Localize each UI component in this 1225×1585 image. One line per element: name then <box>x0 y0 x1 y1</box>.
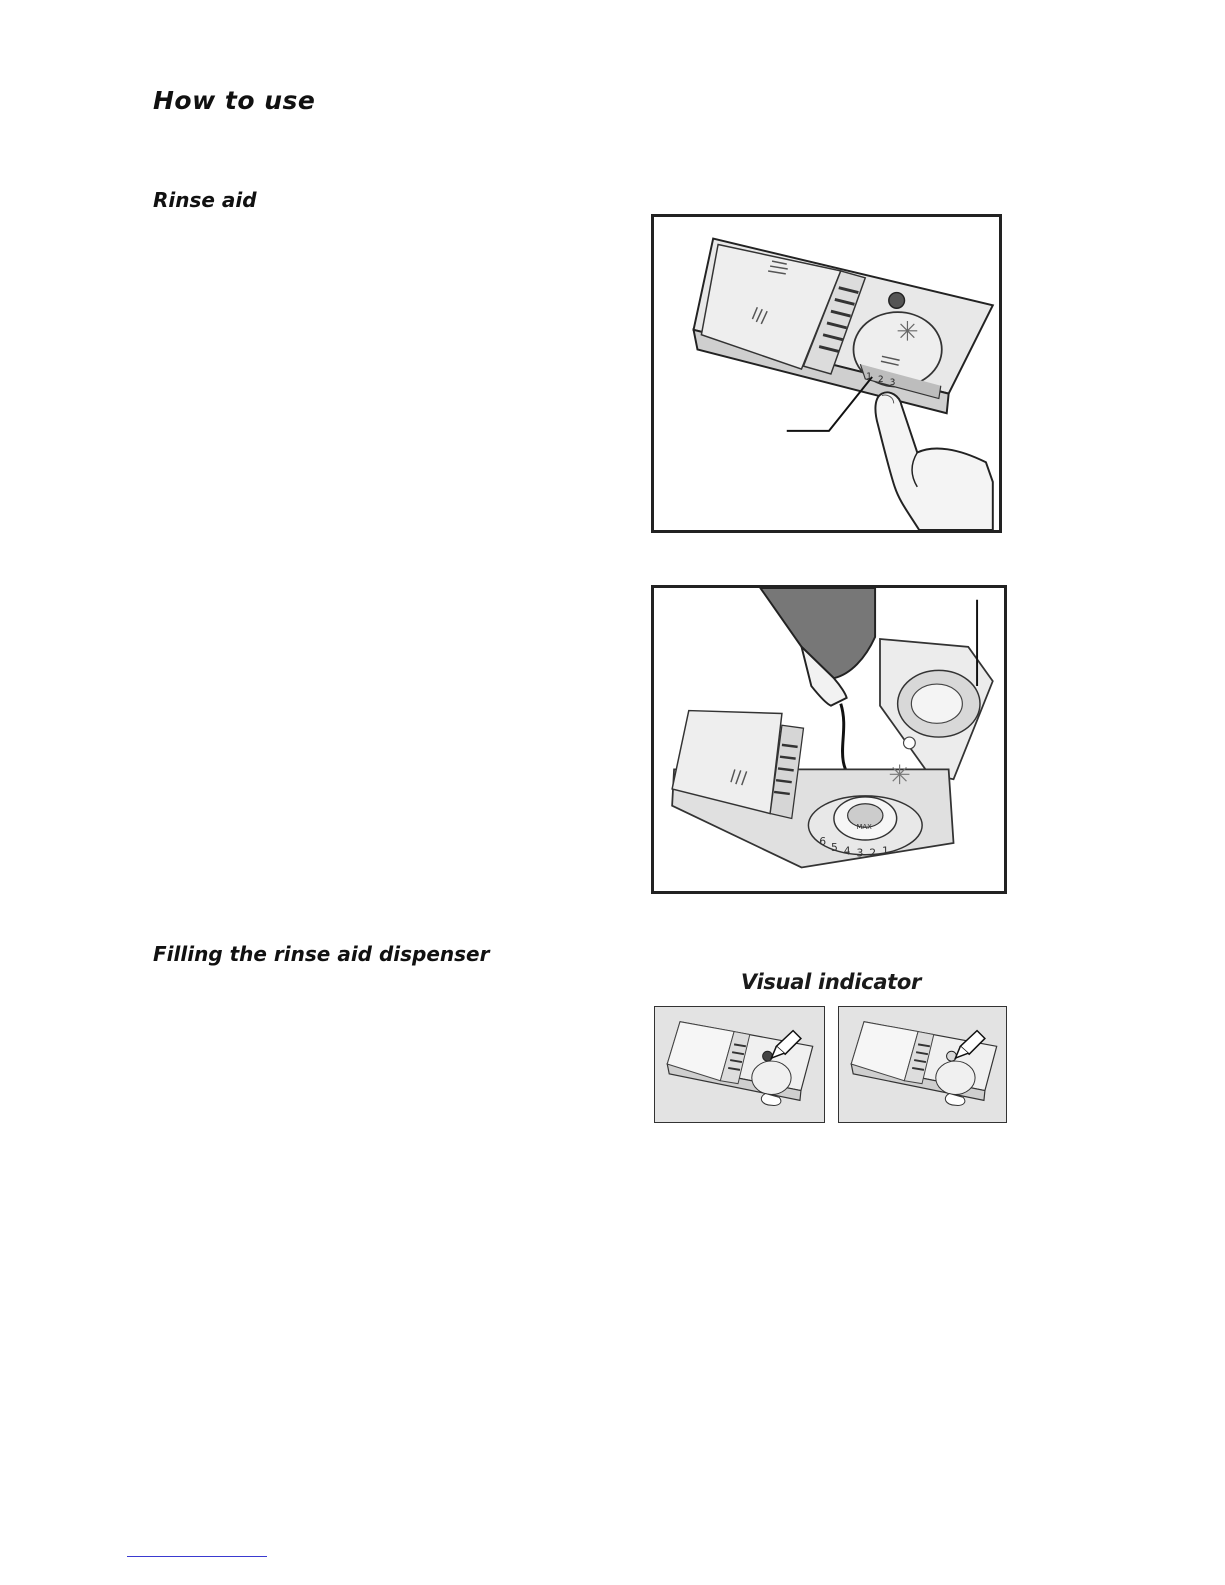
dial-number: 5 <box>830 840 838 854</box>
figure-filling <box>651 585 1007 894</box>
dispenser-dial-adjust-illustration <box>654 217 999 530</box>
page-title: How to use <box>153 86 316 115</box>
visual-indicator-title: Visual indicator <box>740 970 922 994</box>
section-heading-rinse-aid: Rinse aid <box>153 188 257 212</box>
visual-indicator-thumb-dark <box>654 1006 825 1123</box>
dispenser-thumbnail <box>655 1007 824 1122</box>
dispenser-filling-illustration <box>654 588 1004 891</box>
dial-number: 3 <box>856 846 864 860</box>
sun-icon <box>898 321 918 341</box>
footer-rule <box>127 1556 267 1557</box>
dial-number: 2 <box>878 374 884 385</box>
dial-number: 1 <box>881 844 889 858</box>
indicator-icon <box>763 1051 773 1061</box>
dial-number: 2 <box>869 846 877 860</box>
indicator-icon <box>889 293 905 309</box>
dial-number: 3 <box>889 377 896 388</box>
dial-number: 1 <box>866 371 872 382</box>
dispenser-thumbnail <box>839 1007 1006 1122</box>
dial-number: 4 <box>843 844 851 858</box>
section-heading-filling: Filling the rinse aid dispenser <box>153 942 490 966</box>
figure-dial-adjust <box>651 214 1002 533</box>
indicator-icon <box>947 1051 957 1061</box>
dial-number: 6 <box>819 834 827 848</box>
visual-indicator-thumb-light <box>838 1006 1007 1123</box>
dial-max-label: MAX <box>856 823 872 832</box>
